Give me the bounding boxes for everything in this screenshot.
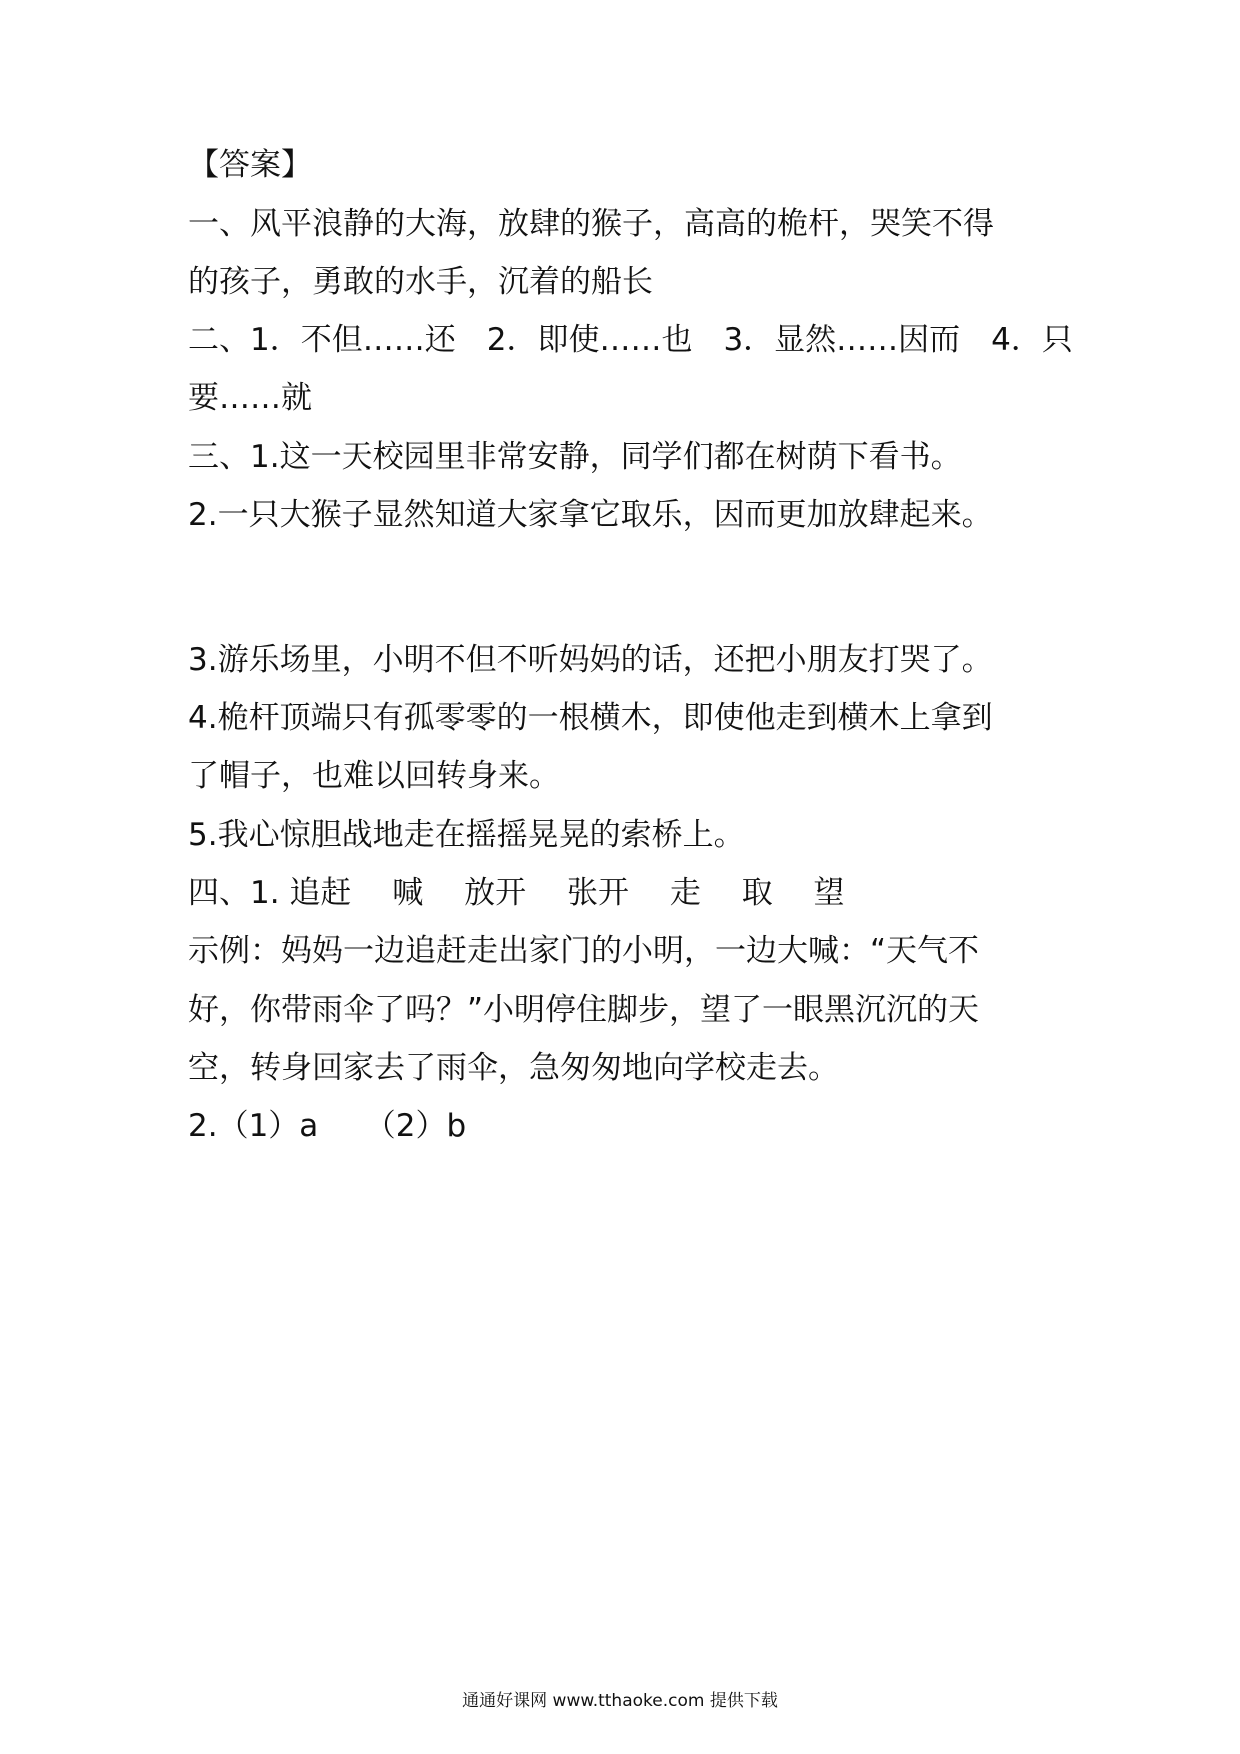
answer-line-3: 二、1．不但……还 2．即使……也 3．显然……因而 4．只 [188,322,1073,358]
answer-line-12: 示例：妈妈一边追赶走出家门的小明，一边大喊：“天气不 [188,933,980,969]
answer-line-2: 的孩子，勇敢的水手，沉着的船长 [188,264,653,300]
answer-line-15: 2.（1）a （2）b [188,1108,467,1144]
answer-line-14: 空，转身回家去了雨伞，急匆匆地向学校走去。 [188,1050,839,1086]
answer-line-11: 四、1. 追赶 喊 放开 张开 走 取 望 [188,875,845,911]
answer-line-1: 一、风平浪静的大海，放肆的猴子，高高的桅杆，哭笑不得 [188,206,994,242]
answer-heading: 【答案】 [188,147,312,183]
answer-line-7: 3.游乐场里，小明不但不听妈妈的话，还把小朋友打哭了。 [188,642,993,678]
answer-line-9: 了帽子，也难以回转身来。 [188,758,560,794]
answer-line-13: 好，你带雨伞了吗？”小明停住脚步，望了一眼黑沉沉的天 [188,992,980,1028]
answer-line-4: 要……就 [188,380,312,416]
answer-line-8: 4.桅杆顶端只有孤零零的一根横木，即使他走到横木上拿到 [188,700,993,736]
answer-line-5: 三、1.这一天校园里非常安静，同学们都在树荫下看书。 [188,439,962,475]
answer-line-6: 2.一只大猴子显然知道大家拿它取乐，因而更加放肆起来。 [188,497,993,533]
page-footer: 通通好课网 www.tthaoke.com 提供下载 [462,1691,778,1711]
answer-line-10: 5.我心惊胆战地走在摇摇晃晃的索桥上。 [188,817,745,853]
